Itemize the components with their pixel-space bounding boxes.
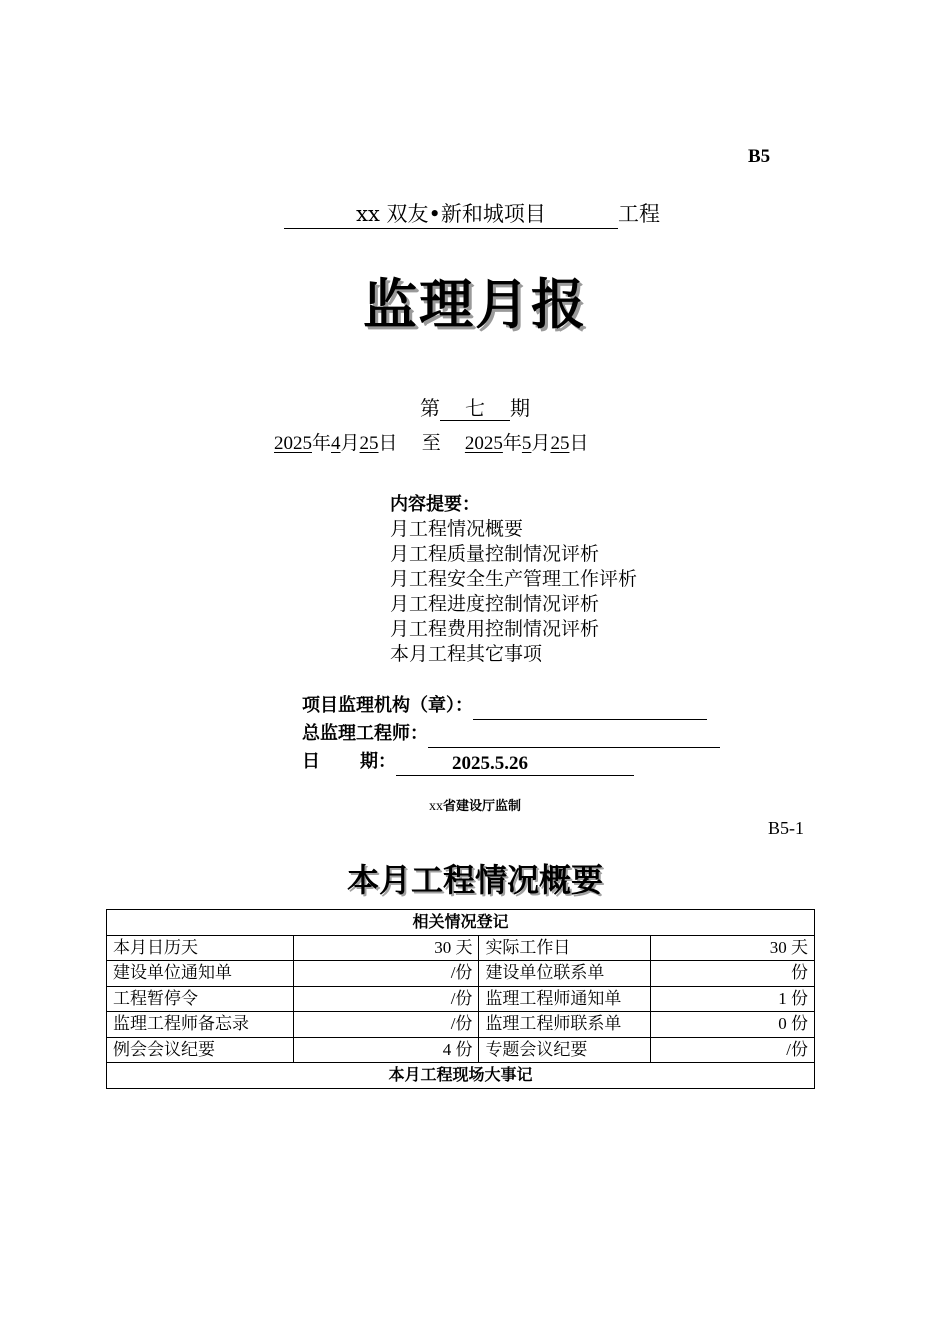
month-label: 月 xyxy=(340,432,360,454)
date-row xyxy=(302,748,720,776)
table-row xyxy=(107,935,815,961)
contents-summary xyxy=(390,492,637,667)
table-footer-row xyxy=(107,1063,815,1089)
issue-suffix: 期 xyxy=(510,396,530,420)
table-cell: 4 份 xyxy=(293,1037,479,1063)
table-cell: 30 天 xyxy=(293,935,479,961)
table-header-row xyxy=(107,910,815,936)
start-year: 2025 xyxy=(274,433,312,454)
org-stamp-line xyxy=(473,699,707,720)
table-cell: 例会会议纪要 xyxy=(107,1037,294,1063)
table-row xyxy=(107,1012,815,1038)
table-cell: 本月日历天 xyxy=(107,935,294,961)
project-name: xx 双友•新和城项目 xyxy=(284,200,618,229)
table-header: 相关情况登记 xyxy=(107,910,815,936)
contents-item: 月工程情况概要 xyxy=(390,518,524,540)
project-name-line xyxy=(284,198,660,229)
table-row xyxy=(107,986,815,1012)
table-cell: 监理工程师备忘录 xyxy=(107,1012,294,1038)
day-label: 日 xyxy=(378,432,398,454)
engineer-row xyxy=(302,720,720,748)
form-code: B5 xyxy=(748,146,771,167)
engineer-label: 总监理工程师： xyxy=(302,723,428,744)
table-cell: 专题会议纪要 xyxy=(479,1037,651,1063)
contents-heading: 内容提要： xyxy=(390,494,480,515)
end-year: 2025 xyxy=(464,433,503,454)
summary-title: 本月工程情况概要 xyxy=(346,861,603,899)
project-suffix: 工程 xyxy=(618,202,660,226)
table-cell: /份 xyxy=(293,1012,479,1038)
month-label: 月 xyxy=(531,432,551,454)
issue-line xyxy=(0,392,950,421)
table-cell: 30 天 xyxy=(651,935,815,961)
table-cell: /份 xyxy=(293,986,479,1012)
period-line xyxy=(274,428,588,455)
start-month: 4 xyxy=(331,433,341,454)
table-cell: 1 份 xyxy=(651,986,815,1012)
table-cell: 建设单位联系单 xyxy=(479,961,651,987)
table-cell: 监理工程师通知单 xyxy=(479,986,651,1012)
table-cell: 工程暂停令 xyxy=(107,986,294,1012)
year-label: 年 xyxy=(312,432,332,454)
table-row xyxy=(107,1037,815,1063)
table-row xyxy=(107,961,815,987)
table-cell: 份 xyxy=(651,961,815,987)
table-cell: 0 份 xyxy=(651,1012,815,1038)
issue-number: 七 xyxy=(440,396,510,421)
contents-item: 月工程进度控制情况评析 xyxy=(390,593,600,615)
contents-item: 月工程费用控制情况评析 xyxy=(390,618,600,640)
table-footer: 本月工程现场大事记 xyxy=(107,1063,815,1089)
report-title: 监理月报 xyxy=(363,273,587,336)
contents-item: 月工程安全生产管理工作评析 xyxy=(390,568,638,590)
date-label-1: 日 xyxy=(302,751,320,772)
start-day: 25 xyxy=(359,433,379,454)
issue-prefix: 第 xyxy=(420,396,440,420)
signature-block xyxy=(302,692,720,776)
table-cell: /份 xyxy=(651,1037,815,1063)
year-label: 年 xyxy=(502,432,522,454)
end-month: 5 xyxy=(521,433,532,454)
table-cell: 监理工程师联系单 xyxy=(479,1012,651,1038)
day-label: 日 xyxy=(569,432,589,454)
date-value: 2025.5.26 xyxy=(396,753,634,776)
table-cell: /份 xyxy=(293,961,479,987)
table-cell: 实际工作日 xyxy=(479,935,651,961)
form-code-b5-1: B5-1 xyxy=(768,818,804,838)
engineer-signature-line xyxy=(428,727,720,748)
issuer-text: 省建设厅监制 xyxy=(442,799,521,814)
org-row xyxy=(302,692,720,720)
issuer-line xyxy=(0,795,950,815)
period-to: 至 xyxy=(421,432,441,454)
date-label-2: 期： xyxy=(360,751,396,772)
contents-item: 本月工程其它事项 xyxy=(390,643,543,665)
summary-table xyxy=(106,909,815,1089)
contents-item: 月工程质量控制情况评析 xyxy=(390,543,600,565)
end-day: 25 xyxy=(550,433,570,454)
issuer-prefix: xx xyxy=(428,799,443,814)
table-cell: 建设单位通知单 xyxy=(107,961,294,987)
org-label: 项目监理机构（章）： xyxy=(302,695,473,716)
